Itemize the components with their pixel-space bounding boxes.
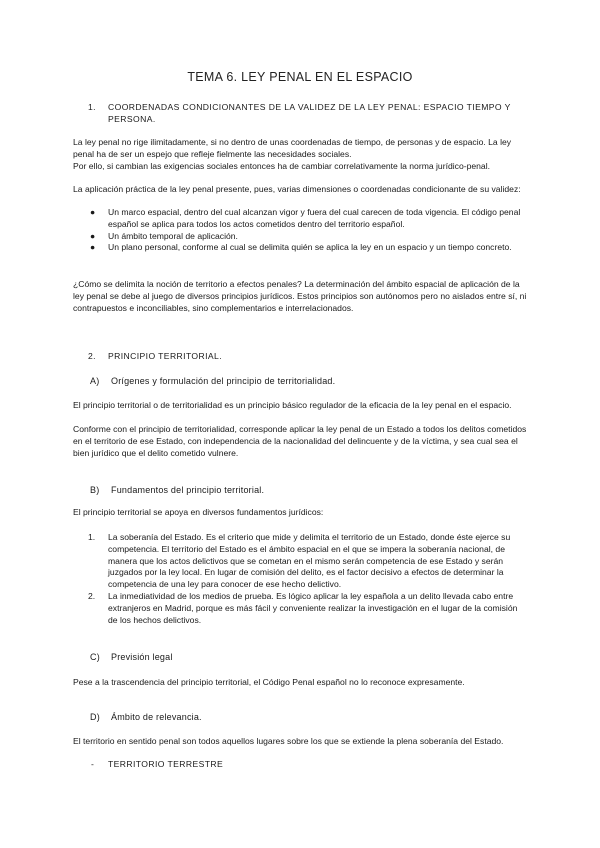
paragraph-territorialidad: Conforme con el principio de territorialidad, corresponde aplicar la ley penal de un Estado a todos los delitos cometidos en el territorio de ese Estado, con independencia de la nacionalidad del delincuente y de la víctima, y sea cual sea el bien jurídico que el delito cometido vulnere. bbox=[73, 424, 527, 458]
subsection-b-title: Fundamentos del principio territorial. bbox=[111, 485, 265, 495]
fundamentos-numbered-list bbox=[88, 532, 528, 626]
subsection-d-title: Ámbito de relevancia. bbox=[111, 712, 202, 722]
subsection-c-title: Previsión legal bbox=[111, 652, 173, 662]
paragraph-fundamentos: El principio territorial se apoya en diversos fundamentos jurídicos: bbox=[73, 507, 324, 517]
paragraph-ambito-relevancia: El territorio en sentido penal son todos aquellos lugares sobre los que se extiende la plena soberanía del Estado. bbox=[73, 736, 504, 746]
territorio-terrestre-label: TERRITORIO TERRESTRE bbox=[108, 759, 224, 769]
paragraph-prevision-legal: Pese a la trascendencia del principio territorial, el Código Penal español no lo reconoce expresamente. bbox=[73, 677, 465, 687]
dimensions-bullet-list bbox=[88, 207, 528, 254]
list-item: ● Un plano personal, conforme al cual se delimita quién se aplica la ley en un espacio y un tiempo concreto. bbox=[90, 242, 512, 253]
section-2-title: PRINCIPIO TERRITORIAL. bbox=[108, 351, 223, 361]
section-2-number: 2. bbox=[88, 351, 96, 361]
subsection-d-letter: D) bbox=[90, 712, 100, 722]
paragraph-principio-territorial: El principio territorial o de territorialidad es un principio básico regulador de la eficacia de la ley penal en el espacio. bbox=[73, 400, 512, 410]
list-item: 1. La soberanía del Estado. Es el criterio que mide y delimita el territorio de un Estado, donde éste ejerce su competencia. El territorio del Estado es el ámbito espacial en el que se impera la soberanía nacional, de manera que los actos delictivos que se cometan en el mismo serán competencia de ese Estado y serán juzgados por la ley local. En lugar de comisión del delito, es el factor decisivo a efectos de determinar la competencia de una ley para conocer de ese hecho delictivo. bbox=[88, 532, 511, 590]
dash-marker: - bbox=[91, 759, 95, 769]
subsection-a-title: Orígenes y formulación del principio de territorialidad. bbox=[111, 376, 336, 386]
page-title: TEMA 6. LEY PENAL EN EL ESPACIO bbox=[187, 70, 413, 84]
list-item: 2. La inmediatividad de los medios de prueba. Es lógico aplicar la ley española a un delito llevada cabo entre extranjeros en Madrid, porque es más fácil y conveniente realizar la investigación en el lugar de la comisión de los hechos delictivos. bbox=[88, 590, 518, 625]
list-item: ● Un marco espacial, dentro del cual alcanzan vigor y fuera del cual carecen de toda vigencia. El código penal español se aplica para todos los actos cometidos dentro del territorio español. bbox=[90, 207, 521, 229]
bullet-icon: ● bbox=[90, 207, 96, 217]
bullet-icon: ● bbox=[90, 242, 96, 253]
bullet-icon: ● bbox=[90, 230, 96, 241]
paragraph-nocion-territorio: ¿Cómo se delimita la noción de territorio a efectos penales? La determinación del ámbito espacial de aplicación de la ley penal se debe al juego de diversos principios jurídicos. Estos principios son autónomos pero no aislados entre sí, ni contrapuestos e inconciliables, sino complementarios e interrelacionados. bbox=[73, 279, 527, 313]
paragraph-aplicacion-practica: La aplicación práctica de la ley penal presente, pues, varias dimensiones o coordenadas condicionante de su validez: bbox=[73, 184, 521, 194]
paragraph-ley-penal-coordenadas: La ley penal no rige ilimitadamente, si no dentro de unas coordenadas de tiempo, de personas y de espacio. La ley penal ha de ser un espejo que refleje fielmente las necesidades sociales. bbox=[73, 137, 512, 159]
subsection-c-letter: C) bbox=[90, 652, 100, 662]
paragraph-exigencias-sociales: Por ello, si cambian las exigencias sociales entonces ha de cambiar correlativamente la norma jurídico-penal. bbox=[73, 161, 491, 171]
subsection-b-letter: B) bbox=[90, 485, 100, 495]
section-1-title: COORDENADAS CONDICIONANTES DE LA VALIDEZ DE LA LEY PENAL: ESPACIO TIEMPO Y PERSONA. bbox=[108, 102, 511, 124]
subsection-a-letter: A) bbox=[90, 376, 100, 386]
section-1-number: 1. bbox=[88, 102, 96, 112]
list-item: ● Un ámbito temporal de aplicación. bbox=[90, 230, 238, 241]
